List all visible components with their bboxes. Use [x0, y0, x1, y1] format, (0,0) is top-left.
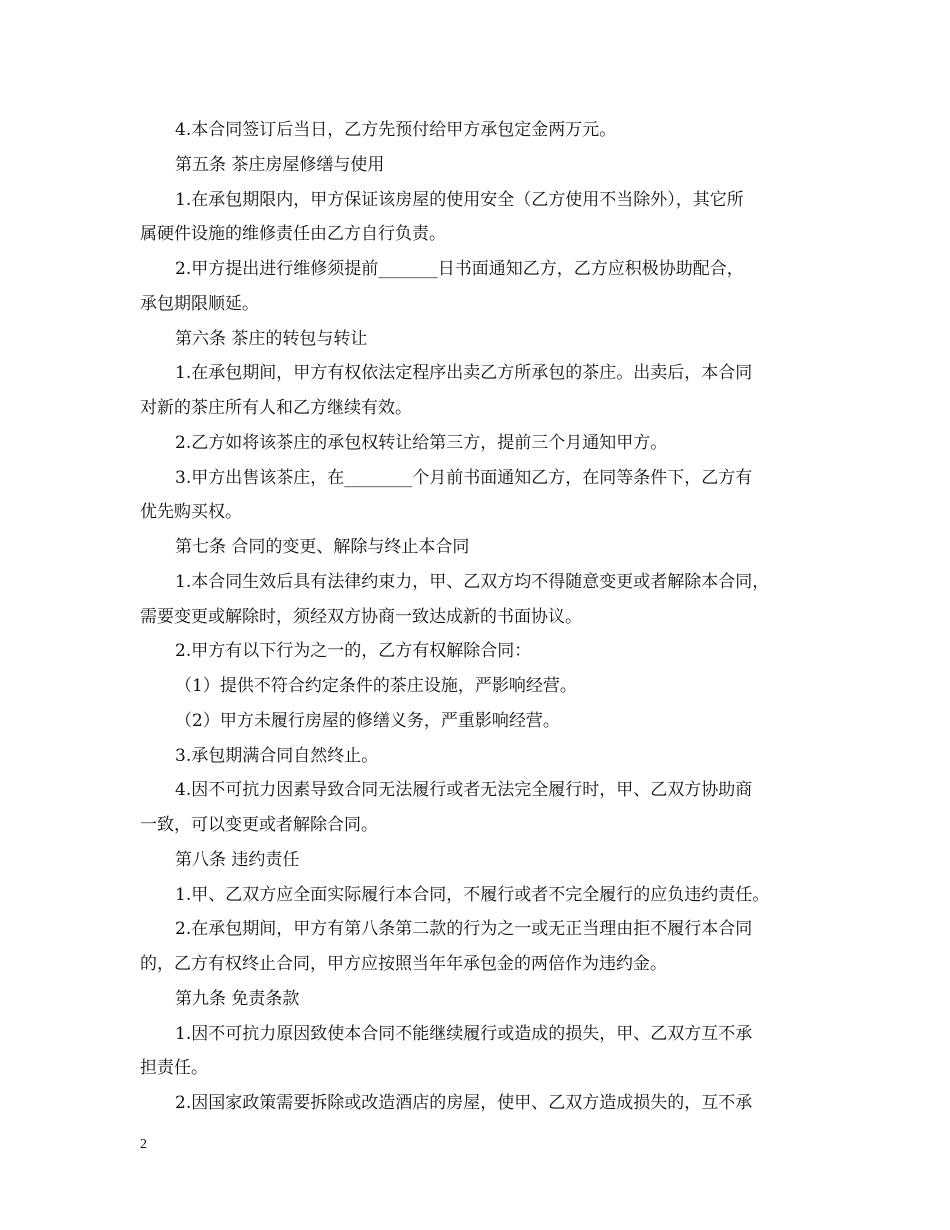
document-line: 的，乙方有权终止合同，甲方应按照当年年承包金的两倍作为违约金。	[140, 954, 667, 974]
document-line: 4.因不可抗力因素导致合同无法履行或者无法完全履行时，甲、乙双方协助商	[175, 780, 753, 801]
document-line: 2.甲方提出进行维修须提前_______日书面通知乙方，乙方应积极协助配合，	[175, 259, 744, 279]
document-line: 1.本合同生效后具有法律约束力，甲、乙双方均不得随意变更或者解除本合同，	[175, 571, 770, 592]
document-line: 2.在承包期间，甲方有第八条第二款的行为之一或无正当理由拒不履行本合同	[175, 919, 753, 940]
page-number: 2	[140, 1137, 147, 1152]
document-line: 需要变更或解除时，须经双方协商一致达成新的书面协议。	[140, 606, 582, 627]
document-line: 1.甲、乙双方应全面实际履行本合同，不履行或者不完全履行的应负违约责任。	[175, 884, 770, 905]
document-line: 2.因国家政策需要拆除或改造酒店的房屋，使甲、乙双方造成损失的，互不承	[175, 1093, 753, 1113]
document-line: 对新的茶庄所有人和乙方继续有效。	[140, 398, 412, 418]
document-line: （1）提供不符合约定条件的茶庄设施，严影响经营。	[175, 676, 577, 696]
document-line: 第九条 免责条款	[175, 988, 300, 1009]
document-line: 2.乙方如将该茶庄的承包权转让给第三方，提前三个月通知甲方。	[175, 432, 668, 453]
document-line: 第六条 茶庄的转包与转让	[175, 328, 368, 349]
document-line: 3.甲方出售该茶庄，在________个月前书面通知乙方，在同等条件下，乙方有	[175, 467, 753, 488]
document-line: （2）甲方未履行房屋的修缮义务，严重影响经营。	[175, 710, 560, 731]
document-body	[140, 113, 820, 1121]
document-line: 一致，可以变更或者解除合同。	[140, 815, 378, 835]
document-line: 2.甲方有以下行为之一的，乙方有权解除合同：	[175, 641, 532, 662]
document-line: 1.在承包期间，甲方有权依法定程序出卖乙方所承包的茶庄。出卖后，本合同	[175, 363, 753, 384]
document-line: 担责任。	[140, 1058, 208, 1079]
document-line: 承包期限顺延。	[140, 293, 259, 314]
document-line: 1.因不可抗力原因致使本合同不能继续履行或造成的损失，甲、乙双方互不承	[175, 1023, 753, 1044]
document-line: 第八条 违约责任	[175, 849, 300, 870]
document-line: 属硬件设施的维修责任由乙方自行负责。	[140, 224, 446, 245]
document-line: 3.承包期满合同自然终止。	[175, 745, 379, 766]
document-line: 第七条 合同的变更、解除与终止本合同	[175, 537, 470, 557]
document-line: 4.本合同签订后当日，乙方先预付给甲方承包定金两万元。	[175, 120, 617, 140]
document-line: 第五条 茶庄房屋修缮与使用	[175, 154, 385, 175]
document-line: 1.在承包期限内，甲方保证该房屋的使用安全（乙方使用不当除外），其它所	[175, 189, 744, 210]
document-line: 优先购买权。	[140, 502, 242, 523]
